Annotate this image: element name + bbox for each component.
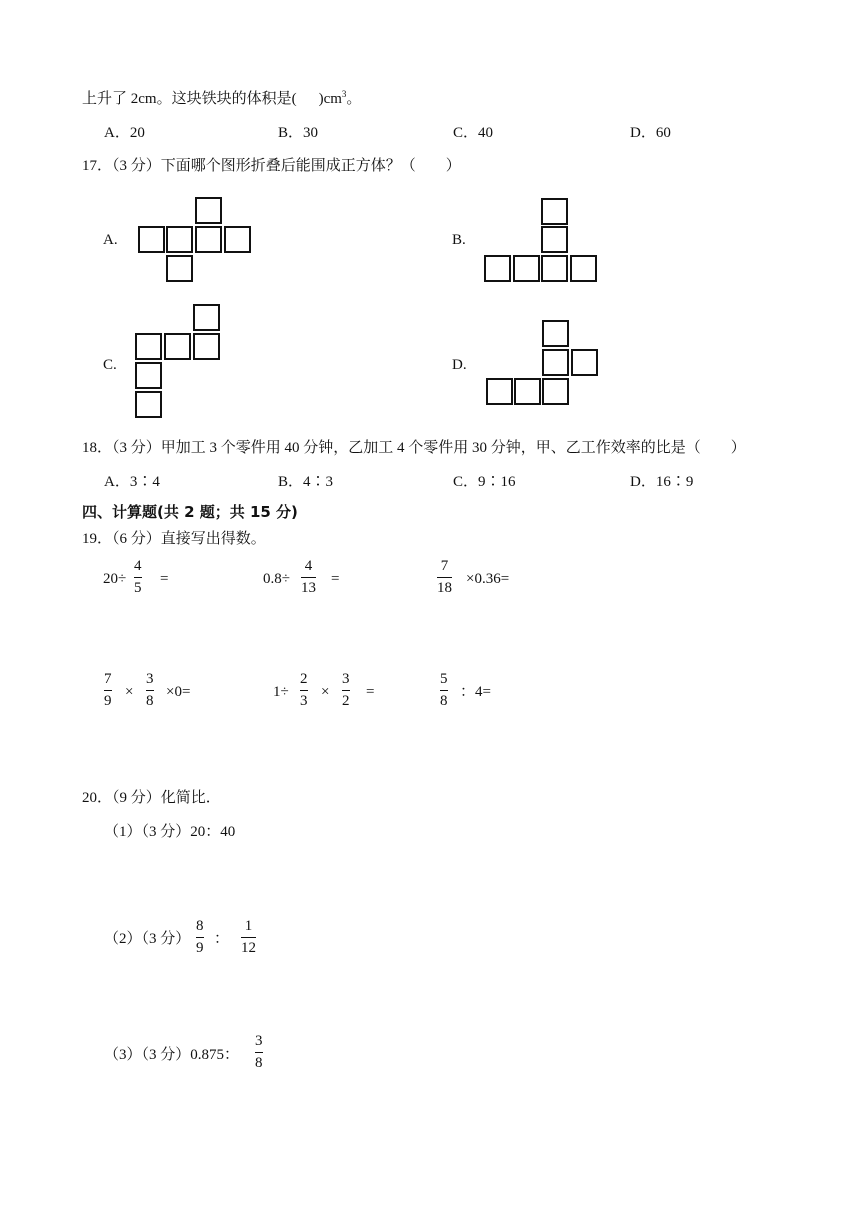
q17-option-b-label[interactable]: B.	[452, 232, 466, 248]
q19-e3-post: ×0.36=	[466, 571, 510, 587]
numerator: 7	[104, 671, 112, 687]
denominator: 8	[255, 1055, 263, 1071]
denominator: 9	[104, 693, 112, 709]
numerator: 4	[134, 558, 142, 574]
q20-part-2-label: （2）（3 分）	[104, 931, 191, 947]
numerator: 4	[304, 558, 313, 574]
q19-e4-op: ×	[125, 684, 134, 700]
numerator: 3	[255, 1033, 263, 1049]
q16-option-d[interactable]: D．60	[630, 125, 671, 141]
numerator: 8	[196, 918, 204, 934]
q19-e5-fraction-2	[342, 670, 350, 710]
q19-e6-fraction	[440, 670, 448, 710]
q16-option-c[interactable]: C．40	[453, 125, 494, 141]
q16-text: 上升了 2cm。这块铁块的体积是(	[82, 91, 297, 107]
q19-e5-post: =	[366, 684, 375, 700]
q19-e1-post: =	[160, 571, 169, 587]
denominator: 3	[300, 693, 308, 709]
numerator: 7	[440, 558, 449, 574]
denominator: 18	[437, 580, 452, 596]
section-4-heading: 四、计算题(共 2 题；共 15 分)	[82, 503, 298, 521]
q18-stem: 18．（3 分）甲加工 3 个零件用 40 分钟，乙加工 4 个零件用 30 分钟，甲、乙工作效率的比是（ ）	[82, 440, 746, 456]
q19-e2-fraction	[301, 557, 316, 597]
q18-option-a[interactable]: A．3∶4	[104, 474, 160, 490]
q19-e4-post: ×0=	[166, 684, 191, 700]
q16-option-b[interactable]: B．30	[278, 125, 319, 141]
denominator: 12	[241, 940, 256, 956]
q17-option-a-label[interactable]: A.	[103, 232, 118, 248]
q17-stem: 17．（3 分）下面哪个图形折叠后能围成正方体？（ ）	[82, 158, 461, 174]
q19-e6-post: ：4=	[460, 684, 491, 700]
q16-option-a[interactable]: A．20	[104, 125, 145, 141]
q18-option-d[interactable]: D．16∶9	[630, 474, 694, 490]
q19-e4-fraction-2	[146, 670, 154, 710]
q17-option-c-label[interactable]: C.	[103, 357, 117, 373]
q19-e2-post: =	[331, 571, 340, 587]
q17-option-d-label[interactable]: D.	[452, 357, 467, 373]
q19-e5-op: ×	[321, 684, 330, 700]
q19-stem: 19．（6 分）直接写出得数。	[82, 531, 266, 547]
q19-e1-fraction	[134, 557, 142, 597]
denominator: 5	[134, 580, 142, 596]
numerator: 3	[146, 671, 154, 687]
q20-part-2-fraction-1	[196, 917, 204, 957]
q16-stem-tail	[82, 89, 361, 109]
q20-part-1: （1）（3 分）20：40	[104, 824, 236, 840]
q18-option-b[interactable]: B．4∶3	[278, 474, 334, 490]
q20-part-3-label: （3）（3 分）0.875：	[104, 1047, 240, 1063]
q19-e3-fraction	[437, 557, 452, 597]
q20-part-2-sep: ：	[214, 931, 230, 947]
q20-part-2-fraction-2	[241, 917, 256, 957]
q16-unit-sup: 3	[341, 89, 347, 99]
denominator: 8	[440, 693, 448, 709]
denominator: 2	[342, 693, 350, 709]
q20-part-3-fraction	[255, 1032, 263, 1072]
denominator: 8	[146, 693, 154, 709]
q16-end: 。	[346, 91, 362, 107]
q19-e4-fraction-1	[104, 670, 112, 710]
denominator: 9	[196, 940, 204, 956]
q19-e1-pre: 20÷	[103, 571, 127, 587]
q16-unit: )cm	[318, 91, 342, 107]
numerator: 1	[244, 918, 253, 934]
numerator: 2	[300, 671, 308, 687]
q18-option-c[interactable]: C．9∶16	[453, 474, 516, 490]
denominator: 13	[301, 580, 316, 596]
q19-e2-pre: 0.8÷	[263, 571, 290, 587]
numerator: 3	[342, 671, 350, 687]
q19-e5-pre: 1÷	[273, 684, 289, 700]
numerator: 5	[440, 671, 448, 687]
q20-stem: 20．（9 分）化简比．	[82, 790, 221, 806]
q19-e5-fraction-1	[300, 670, 308, 710]
